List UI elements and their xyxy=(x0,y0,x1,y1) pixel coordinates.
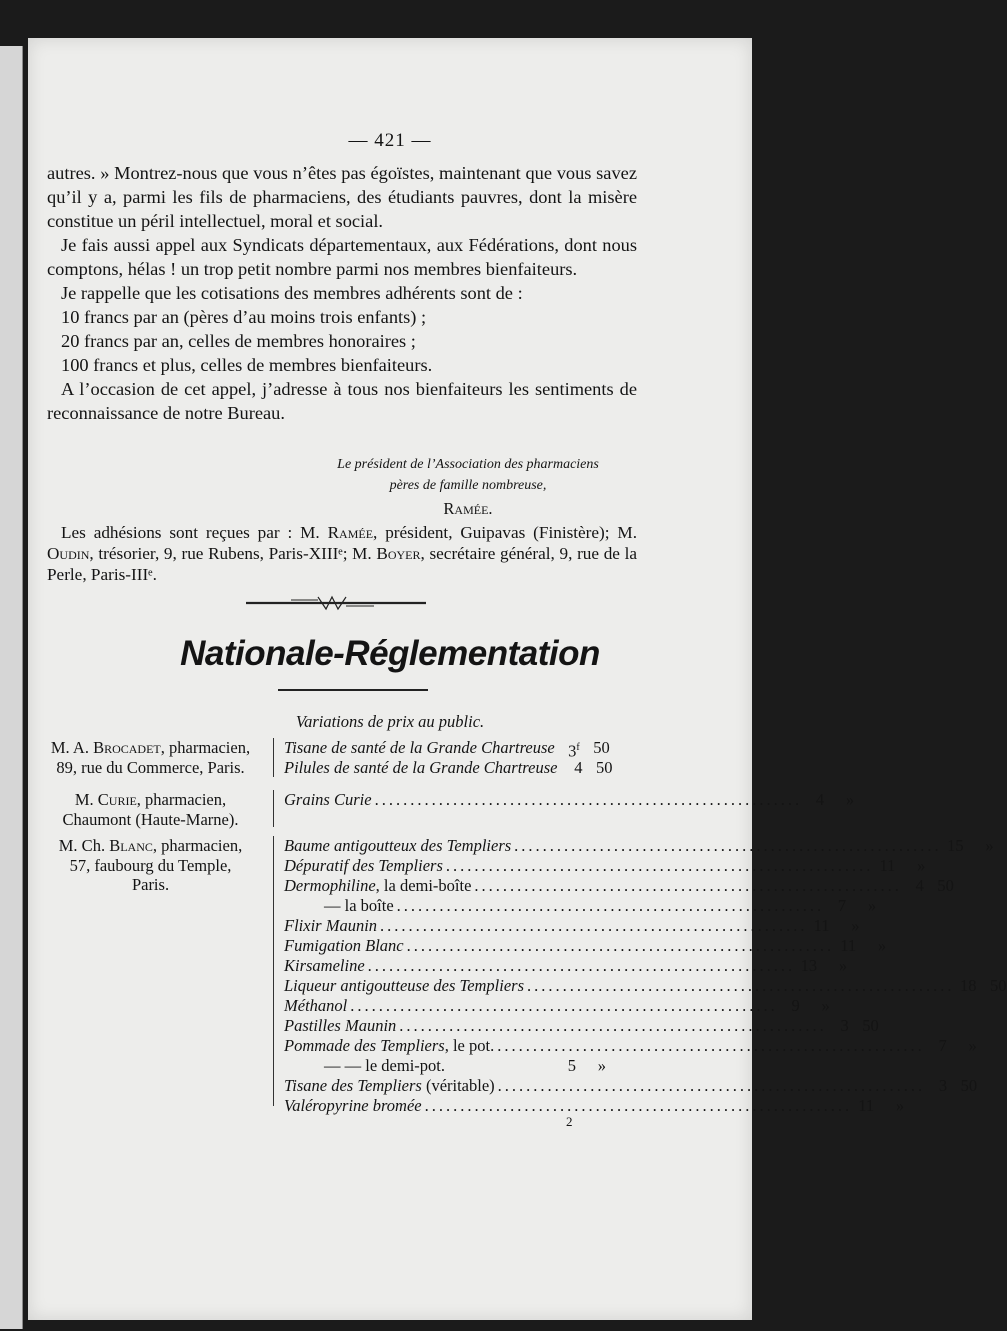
page-number: — 421 — xyxy=(348,130,432,151)
text-run: Paris. xyxy=(131,875,170,894)
signature-mark: 2 xyxy=(566,1114,573,1129)
product-row xyxy=(284,876,954,896)
product-name xyxy=(284,1056,445,1076)
adjacent-page-edge xyxy=(0,46,23,1329)
section-title: Nationale-Réglementation xyxy=(180,634,600,673)
column-divider xyxy=(273,790,274,827)
price-francs xyxy=(778,996,800,1016)
leader-dots: ............................................................ xyxy=(399,1016,827,1035)
pharmacist-line xyxy=(34,856,267,876)
leader-dots: ............................................................ xyxy=(350,996,778,1015)
francs-value: 13 xyxy=(800,956,818,975)
product-title: Pommade des Templiers xyxy=(284,1036,445,1055)
product-name xyxy=(284,896,394,916)
text-run: Chaumont (Haute-Marne). xyxy=(62,809,239,829)
product-variant: , la demi-boîte xyxy=(375,876,472,895)
product-name xyxy=(284,996,347,1016)
price-centimes: » xyxy=(845,790,855,809)
price-centimes: » xyxy=(867,896,877,915)
appeal-text xyxy=(47,161,637,425)
product-title: Kirsameline xyxy=(284,956,365,975)
francs-value: 7 xyxy=(938,1036,947,1055)
text-run: Les adhésions sont reçues par : M. xyxy=(61,523,328,542)
pharmacist-line xyxy=(34,836,267,856)
price-francs xyxy=(558,738,580,761)
product-name xyxy=(284,1016,396,1036)
price-francs xyxy=(808,916,830,936)
francs-value: 3 xyxy=(568,741,577,761)
text-run: , pharmacien, xyxy=(152,836,243,855)
text-run: , secrétaire général, 9, rue de la Perle, Paris-IIIᵉ. xyxy=(47,544,637,584)
ornamental-divider xyxy=(246,593,426,613)
leader-dots: ............................................................ xyxy=(445,856,874,875)
francs-value: 4 xyxy=(915,876,924,895)
leader-dots: ............................................................ xyxy=(380,916,808,935)
francs-value: 4 xyxy=(815,790,825,809)
pharmacist-entry xyxy=(34,738,267,777)
product-row xyxy=(284,836,994,856)
francs-value: 4 xyxy=(574,758,583,777)
product-row xyxy=(284,916,860,936)
product-name xyxy=(284,1096,422,1116)
product-name xyxy=(284,876,471,896)
product-row xyxy=(284,896,877,916)
book-page xyxy=(28,38,1007,1320)
person-name: Blanc xyxy=(109,836,153,855)
leader-dots: ............................................................ xyxy=(374,790,803,809)
paragraph: autres. » Montrez-nous que vous n’êtes pas égoïstes, maintenant que vous savez qu’il y a, parmi les fils de pharmaciens, des étudiants pauvres, dont la misère constitue un péril intellectuel, moral et social. xyxy=(47,163,637,231)
person-name: Boyer xyxy=(376,544,421,563)
francs-value: 11 xyxy=(813,916,830,935)
price-francs xyxy=(824,896,846,916)
person-name: Oudin xyxy=(47,544,90,563)
signature-author: Ramée. xyxy=(443,499,493,518)
product-title: Grains Curie xyxy=(284,790,372,809)
price-centimes: » xyxy=(597,1056,606,1075)
product-row xyxy=(284,936,887,956)
signature-line: Le président de l’Association des pharmaciens xyxy=(337,457,599,472)
price-francs xyxy=(560,758,582,778)
price-francs xyxy=(802,790,824,810)
price-centimes: » xyxy=(838,956,848,975)
leader-dots: ............................................................ xyxy=(527,976,955,995)
leader-dots: ............................................................ xyxy=(497,1036,925,1055)
product-name xyxy=(284,790,372,810)
product-row xyxy=(284,996,830,1016)
price-francs xyxy=(955,976,977,996)
product-title: Liqueur antigoutteuse des Templiers xyxy=(284,976,525,995)
price-francs xyxy=(795,956,817,976)
paragraph: 10 francs par an (pères d’au moins trois enfants) ; xyxy=(61,307,427,327)
paragraph: Je rappelle que les cotisations des membres adhérents sont de : xyxy=(61,283,523,303)
product-row xyxy=(284,1056,606,1076)
francs-value: 11 xyxy=(879,856,896,875)
product-name xyxy=(284,916,377,936)
text-run: 89, rue du Commerce, Paris. xyxy=(56,757,245,777)
section-subtitle: Variations de prix au public. xyxy=(295,712,485,731)
product-title: Flixir Maunin xyxy=(284,916,378,935)
product-title: Pastilles Maunin xyxy=(284,1016,397,1035)
text-run: , pharmacien, xyxy=(160,738,251,757)
text-run: , trésorier, 9, rue Rubens, Paris-XIIIᵉ; M. xyxy=(89,544,377,563)
francs-value: 11 xyxy=(840,936,857,955)
product-title: Fumigation Blanc xyxy=(284,936,404,955)
leader-dots: ............................................................ xyxy=(497,1076,926,1095)
product-name xyxy=(284,936,404,956)
leader-dots: ............................................................ xyxy=(474,876,902,895)
product-name xyxy=(284,976,524,996)
francs-abbrev: f xyxy=(576,742,580,753)
product-name xyxy=(284,1036,494,1056)
francs-value: 9 xyxy=(791,996,800,1015)
price-francs xyxy=(834,936,856,956)
francs-value: 15 xyxy=(947,836,964,855)
price-centimes: 50 xyxy=(862,1016,879,1035)
price-francs xyxy=(942,836,964,856)
pharmacist-line xyxy=(34,810,267,830)
product-title: Tisane des Templiers xyxy=(284,1076,422,1095)
price-francs xyxy=(902,876,924,896)
product-variant: , le pot. xyxy=(444,1036,495,1055)
text-run: , pharmacien, xyxy=(136,790,227,809)
price-centimes: 50 xyxy=(960,1076,978,1095)
product-variant: (véritable) xyxy=(421,1076,495,1095)
column-divider xyxy=(273,836,274,1106)
person-name: Curie xyxy=(97,790,137,809)
product-title: Baume antigoutteux des Templiers xyxy=(284,836,512,855)
product-name xyxy=(284,836,511,856)
francs-value: 5 xyxy=(567,1056,576,1075)
leader-dots: ............................................................ xyxy=(367,956,796,975)
product-title: Méthanol xyxy=(284,996,348,1015)
price-francs xyxy=(554,1056,576,1076)
paragraph: 20 francs par an, celles de membres honoraires ; xyxy=(61,331,416,351)
leader-dots: ............................................................ xyxy=(406,936,835,955)
product-row xyxy=(284,790,855,810)
price-centimes: » xyxy=(985,836,994,855)
price-centimes: » xyxy=(917,856,926,875)
product-title: Dermophiline xyxy=(284,876,376,895)
product-row xyxy=(284,738,610,761)
pharmacist-line xyxy=(34,758,267,778)
product-name xyxy=(284,1076,495,1096)
price-centimes: » xyxy=(821,996,830,1015)
product-row xyxy=(284,758,613,778)
pharmacist-entry xyxy=(34,836,267,895)
text-run: 57, faubourg du Temple, xyxy=(69,855,232,875)
price-centimes: 50 xyxy=(593,738,610,757)
price-francs xyxy=(852,1096,874,1116)
signature-block xyxy=(298,454,638,519)
product-row xyxy=(284,1036,977,1056)
product-row xyxy=(284,1016,879,1036)
pharmacist-line xyxy=(34,790,267,810)
pharmacist-line xyxy=(34,738,267,758)
paragraph: A l’occasion de cet appel, j’adresse à tous nos bienfaiteurs les sentiments de reconnaissance de notre Bureau. xyxy=(47,379,637,423)
product-name xyxy=(284,738,555,758)
price-centimes: » xyxy=(895,1096,905,1115)
adhesions-paragraph xyxy=(47,522,637,585)
product-title: Tisane de santé de la Grande Chartreuse xyxy=(284,738,555,757)
leader-dots: ............................................................ xyxy=(424,1096,853,1115)
person-name: Brocadet xyxy=(93,738,161,757)
francs-value: 3 xyxy=(840,1016,849,1035)
title-underline xyxy=(278,689,428,691)
product-variant: — la boîte xyxy=(324,896,394,915)
product-name xyxy=(284,956,365,976)
text-run: M. xyxy=(74,790,98,809)
leader-dots xyxy=(445,1056,554,1076)
price-francs xyxy=(925,1036,947,1056)
text-run: , président, Guipavas (Finistère); M. xyxy=(373,523,637,542)
product-title: Valéropyrine bromée xyxy=(284,1096,422,1115)
price-centimes: 50 xyxy=(990,976,1007,995)
product-name xyxy=(284,856,443,876)
price-francs xyxy=(827,1016,849,1036)
product-row xyxy=(284,856,926,876)
pharmacist-entry xyxy=(34,790,267,829)
leader-dots: ............................................................ xyxy=(396,896,825,915)
price-centimes: 50 xyxy=(937,876,954,895)
francs-value: 3 xyxy=(938,1076,948,1095)
price-centimes: » xyxy=(877,936,887,955)
product-name xyxy=(284,758,557,778)
price-centimes: » xyxy=(968,1036,977,1055)
signature-line: pères de famille nombreuse, xyxy=(389,478,547,493)
francs-value: 11 xyxy=(858,1096,875,1115)
product-row xyxy=(284,956,848,976)
price-centimes: » xyxy=(851,916,860,935)
product-row xyxy=(284,976,1007,996)
francs-value: 18 xyxy=(960,976,977,995)
pharmacist-line xyxy=(34,875,267,895)
francs-value: 7 xyxy=(837,896,847,915)
product-variant: — — le demi-pot. xyxy=(324,1056,445,1075)
column-divider xyxy=(273,738,274,777)
price-francs xyxy=(925,1076,947,1096)
paragraph: Je fais aussi appel aux Syndicats départementaux, aux Fédérations, dont nous comptons, hélas ! un trop petit nombre parmi nos membres bienfaiteurs. xyxy=(47,235,637,279)
price-centimes: 50 xyxy=(595,758,613,777)
text-run: M. Ch. xyxy=(58,836,110,855)
paragraph: 100 francs et plus, celles de membres bienfaiteurs. xyxy=(61,355,433,375)
product-title: Pilules de santé de la Grande Chartreuse xyxy=(284,758,558,777)
product-title: Dépuratif des Templiers xyxy=(284,856,443,875)
product-row xyxy=(284,1076,978,1096)
product-row xyxy=(284,1096,905,1116)
leader-dots: ............................................................ xyxy=(514,836,942,855)
person-name: Ramée xyxy=(327,523,374,542)
price-francs xyxy=(873,856,895,876)
text-run: M. A. xyxy=(50,738,94,757)
